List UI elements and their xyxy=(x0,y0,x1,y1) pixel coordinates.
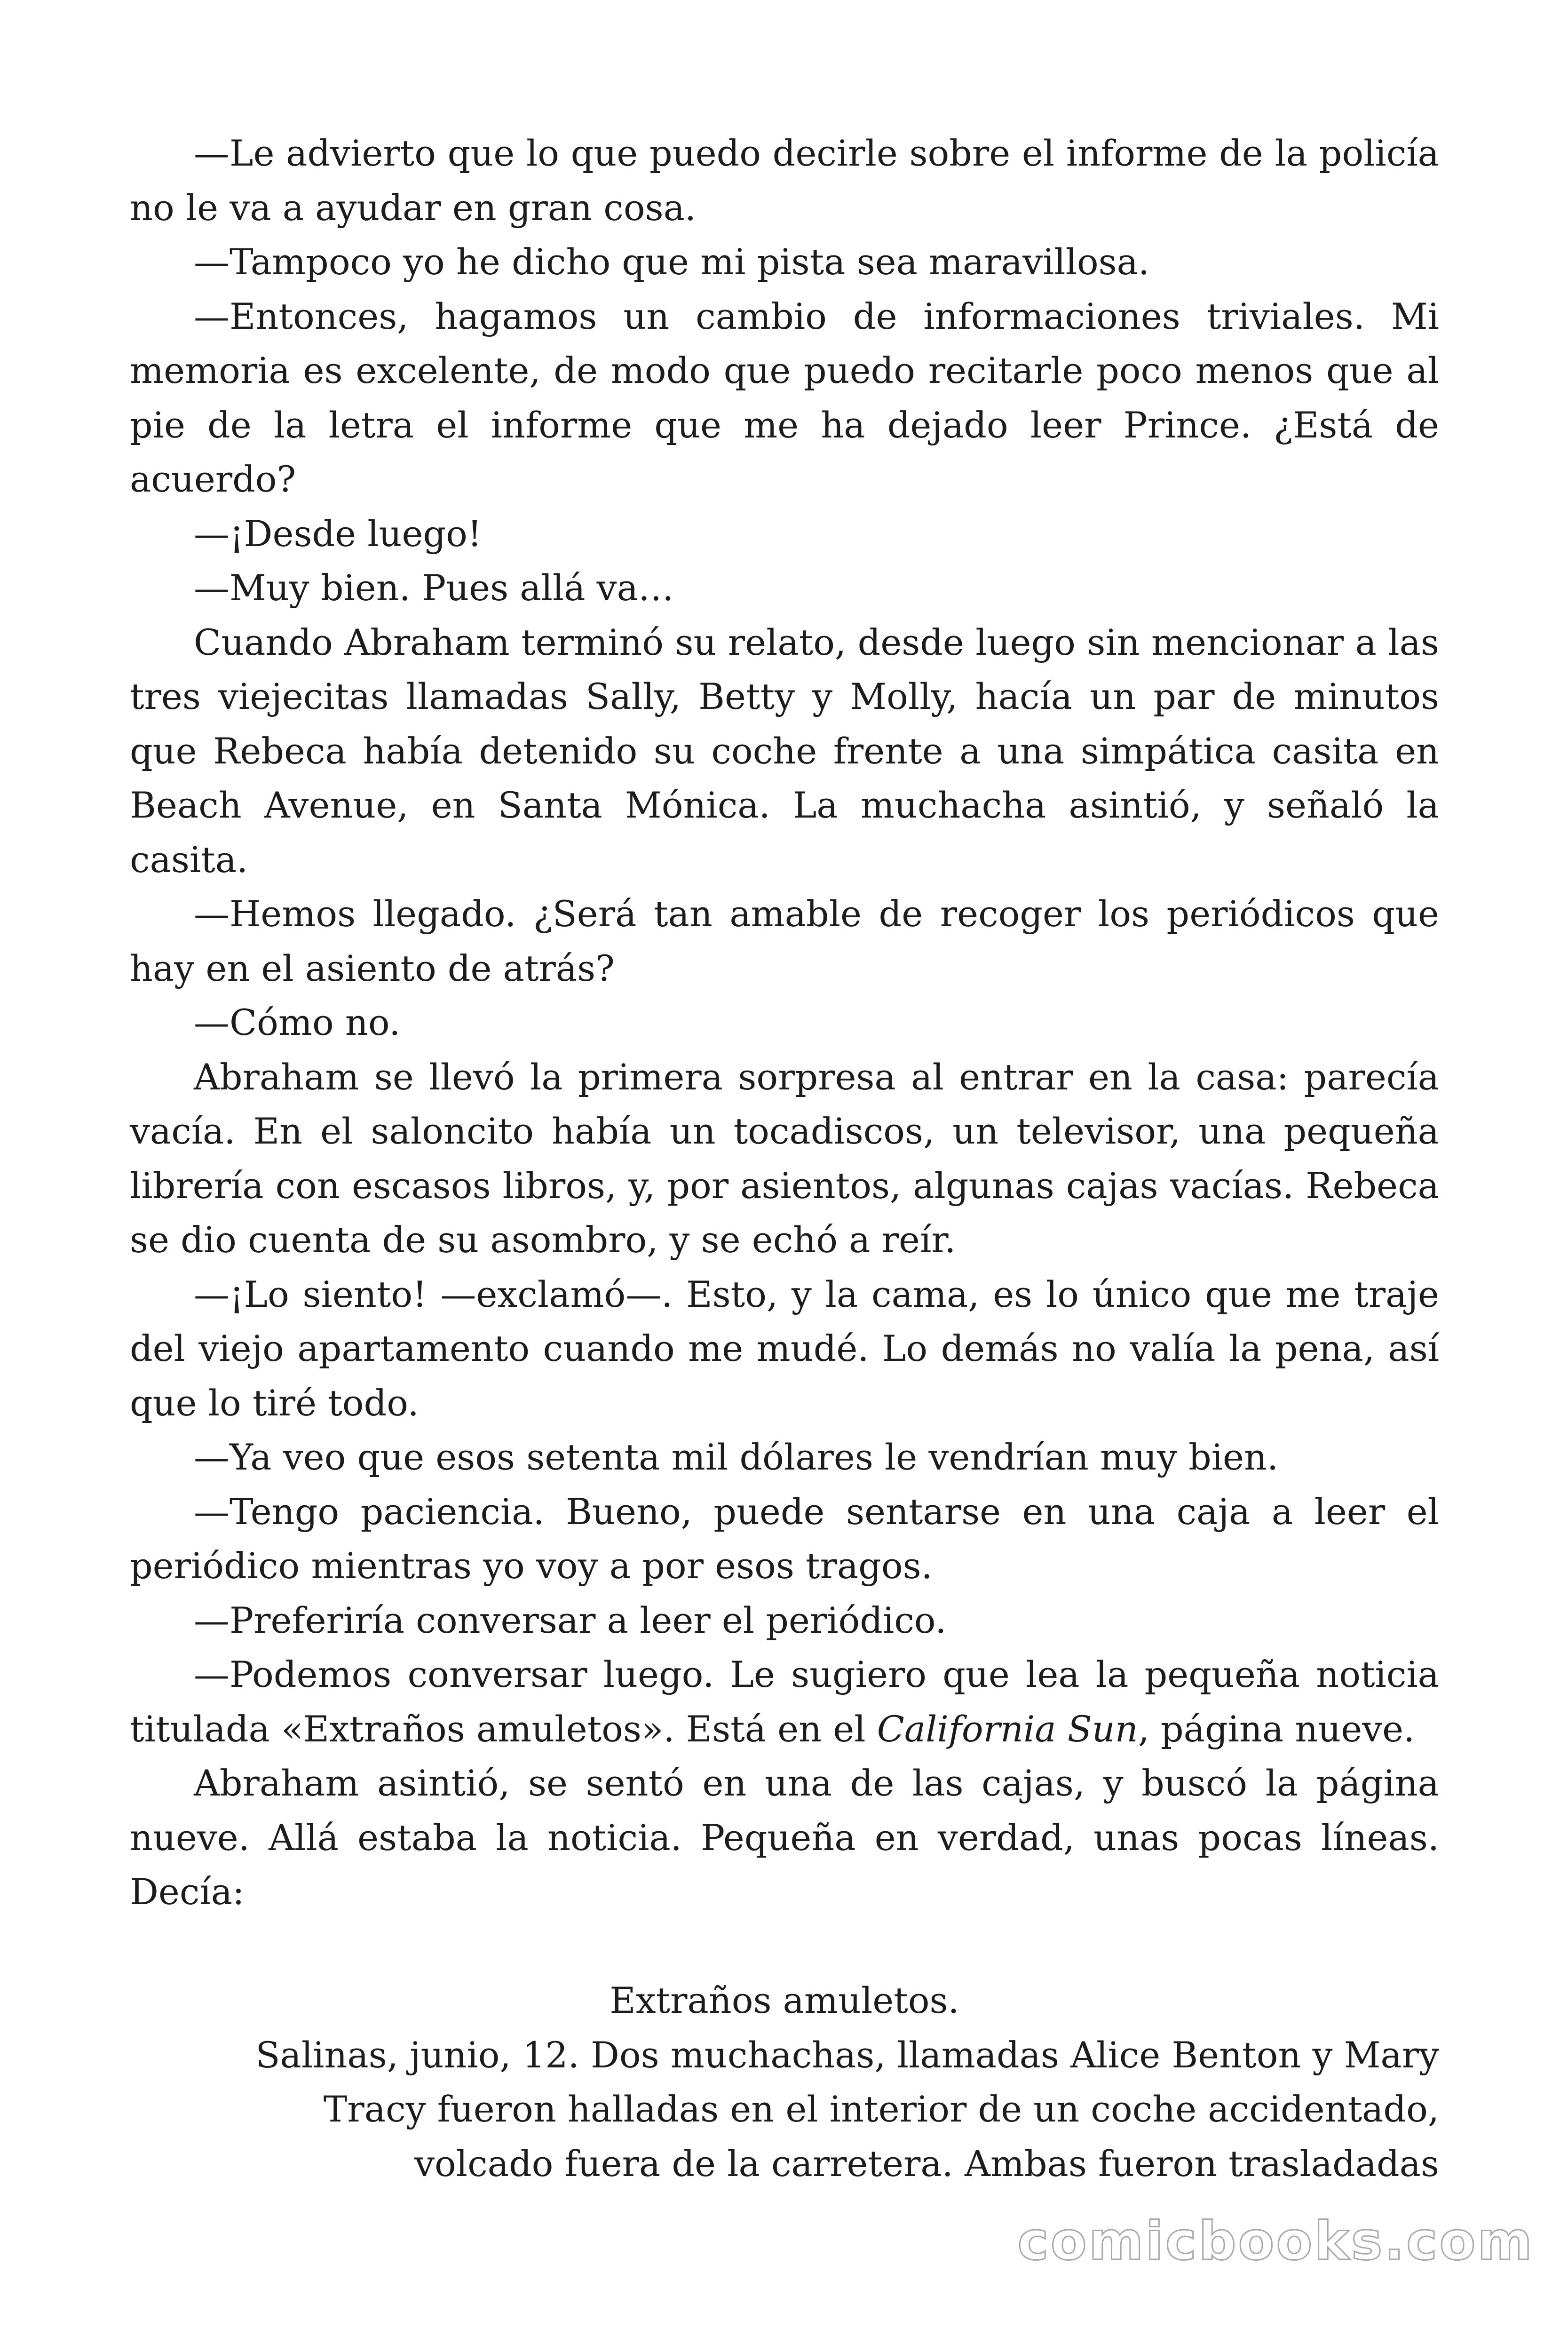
paragraph: —¡Desde luego! xyxy=(194,512,482,555)
section-gap xyxy=(130,1919,1439,1974)
paragraph: Abraham asintió, se sentó en una de las cajas, y buscó la página nueve. Allá estaba la noticia. Pequeña en verdad, unas pocas líneas. Decía: xyxy=(130,1762,1439,1913)
paragraph: —Cómo no. xyxy=(194,1001,401,1043)
article-body xyxy=(130,2028,1439,2191)
book-page xyxy=(130,126,1439,2191)
paragraph-text: , página nueve. xyxy=(1138,1708,1415,1750)
watermark: comicbooks.com xyxy=(1017,2211,1534,2272)
paragraph-with-newspaper-title xyxy=(130,1647,1439,1756)
paragraph: —Hemos llegado. ¿Será tan amable de recoger los periódicos que hay en el asiento de atrás? xyxy=(130,893,1439,989)
paragraph: —Tampoco yo he dicho que mi pista sea maravillosa. xyxy=(194,241,1150,283)
article-title: Extraños amuletos. xyxy=(610,1979,959,2021)
paragraph: Cuando Abraham terminó su relato, desde luego sin mencionar a las tres viejecitas llamadas Sally, Betty y Molly, hacía un par de minutos que Rebeca había detenido su coche frente a una simpática casita en Beach Avenue, en Santa Mónica. La muchacha asintió, y señaló la casita. xyxy=(130,621,1439,881)
paragraph: —¡Lo siento! —exclamó—. Esto, y la cama, es lo único que me traje del viejo apartamento cuando me mudé. Lo demás no valía la pena, así que lo tiré todo. xyxy=(130,1273,1439,1424)
paragraph-text: —Podemos conversar luego. Le sugiero que lea la pequeña noticia titulada «Extraños amuletos». Está en el xyxy=(130,1653,1439,1750)
paragraph: —Le advierto que lo que puedo decirle sobre el informe de la policía no le va a ayudar en gran cosa. xyxy=(130,132,1439,229)
article-line: Salinas, junio, 12. Dos muchachas, llamadas Alice Benton y Mary xyxy=(255,2034,1439,2076)
paragraph: —Entonces, hagamos un cambio de informaciones triviales. Mi memoria es excelente, de modo que puedo recitarle poco menos que al pie de la letra el informe que me ha dejado leer Prince. ¿Está de acuerdo? xyxy=(130,295,1439,500)
article-line: Tracy fueron halladas en el interior de un coche accidentado, xyxy=(323,2088,1439,2130)
newspaper-title: California Sun xyxy=(877,1708,1138,1750)
paragraph: Abraham se llevó la primera sorpresa al entrar en la casa: parecía vacía. En el saloncito había un tocadiscos, un televisor, una pequeña librería con escasos libros, y, por asientos, algunas cajas vacías. Rebeca se dio cuenta de su asombro, y se echó a reír. xyxy=(130,1056,1439,1261)
paragraph: —Tengo paciencia. Bueno, puede sentarse en una caja a leer el periódico mientras yo voy a por esos tragos. xyxy=(130,1490,1439,1587)
paragraph: —Ya veo que esos setenta mil dólares le vendrían muy bien. xyxy=(194,1436,1279,1478)
paragraph: —Muy bien. Pues allá va… xyxy=(194,567,674,609)
paragraph: —Preferiría conversar a leer el periódico. xyxy=(194,1599,947,1641)
article-line: volcado fuera de la carretera. Ambas fueron trasladadas xyxy=(414,2142,1439,2185)
